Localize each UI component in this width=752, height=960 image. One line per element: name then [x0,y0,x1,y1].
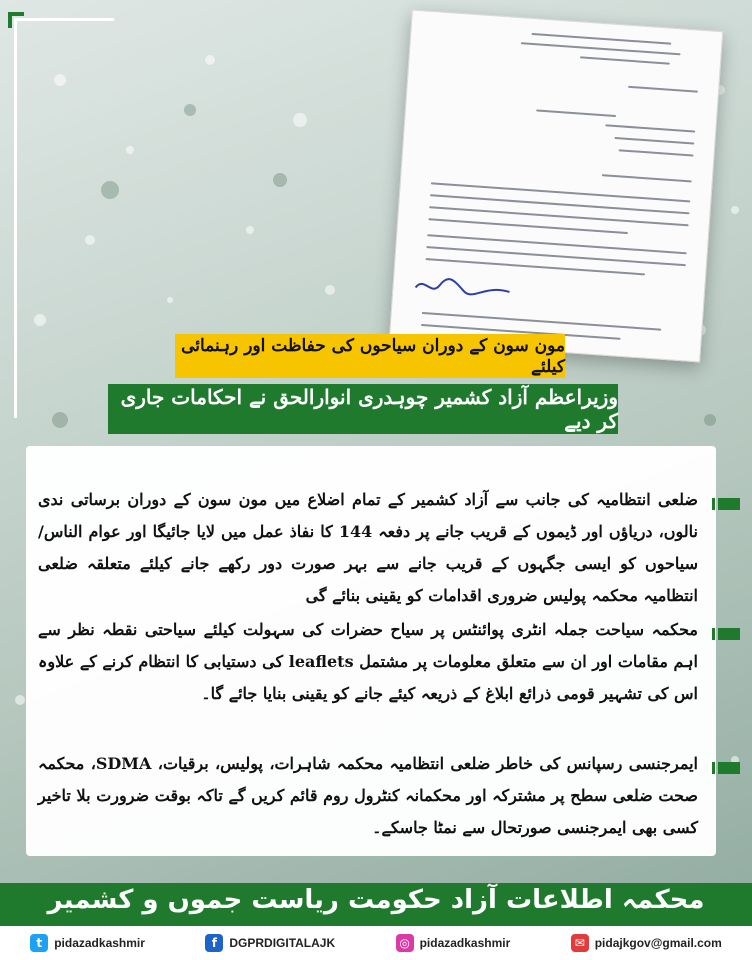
social-instagram[interactable] [396,934,511,952]
email-icon: ✉ [571,934,589,952]
facebook-icon: f [205,934,223,952]
twitter-icon: t [30,934,48,952]
bullet-marker [718,628,740,640]
social-links-bar [0,926,752,960]
facebook-handle: DGPRDIGITALAJK [229,936,336,950]
email-address: pidajkgov@gmail.com [594,936,722,950]
social-twitter[interactable] [30,934,145,952]
headline-text: وزیراعظم آزاد کشمیر چوہدری انوارالحق نے احکامات جاری کر دیے [120,385,618,433]
subtitle-banner [175,334,565,378]
paragraph-3: ایمرجنسی رسپانس کی خاطر ضلعی انتظامیہ محکمہ شاہرات، پولیس، برقیات، SDMA، محکمہ صحت ضلعی سطح پر مشترکہ اور محکمانہ کنٹرول روم قائم کریں گے تاکہ بوقت ضرورت بلا تاخیر کسی بھی ایمرجنسی صورتحال سے نمٹا جاسکے۔ [38,754,698,837]
paragraph-1: ضلعی انتظامیہ کی جانب سے آزاد کشمیر کے تمام اضلاع میں مون سون کے دوران برساتی ندی نالوں، دریاؤں اور ڈیموں کے قریب جانے پر دفعہ 144 کا نفاذ عمل میں لایا جائیگا اور عوام الناس/ سیاحوں کو ایسی جگہوں کے قریب جانے سے بہر صورت دور رکھے جانے کیلئے متعلقہ ضلعی انتظامیہ محکمہ پولیس ضروری اقدامات کو یقینی بنائے گی [38,490,698,605]
social-email[interactable] [571,934,722,952]
department-name: محکمہ اطلاعات آزاد حکومت ریاست جموں و کشمیر [47,885,705,915]
official-notification-document [389,10,723,363]
instagram-icon: ◎ [396,934,414,952]
headline-banner [108,384,618,434]
paragraph-2: محکمہ سیاحت جملہ انٹری پوائنٹس پر سیاح حضرات کی سہولت کیلئے سیاحتی نقطہ نظر سے اہم مقامات اور ان سے متعلق معلومات پر مشتمل leaflets کی دستیابی کا انتظام کرنے کے علاوہ اس کی تشہیر قومی ذرائع ابلاغ کے ذریعہ کیئے جانے کو یقینی بنایا جائے گا۔ [38,620,698,703]
frame-line [14,18,114,21]
frame-line [14,18,17,418]
subtitle-text: مون سون کے دوران سیاحوں کی حفاظت اور رہنمائی کیلئے [181,336,565,377]
bullet-marker [718,762,740,774]
signature-scribble [413,273,514,302]
social-facebook[interactable] [205,934,335,952]
bullet-marker [718,498,740,510]
instagram-handle: pidazadkashmir [419,936,511,950]
twitter-handle: pidazadkashmir [54,936,145,950]
frame-corner [8,12,12,28]
